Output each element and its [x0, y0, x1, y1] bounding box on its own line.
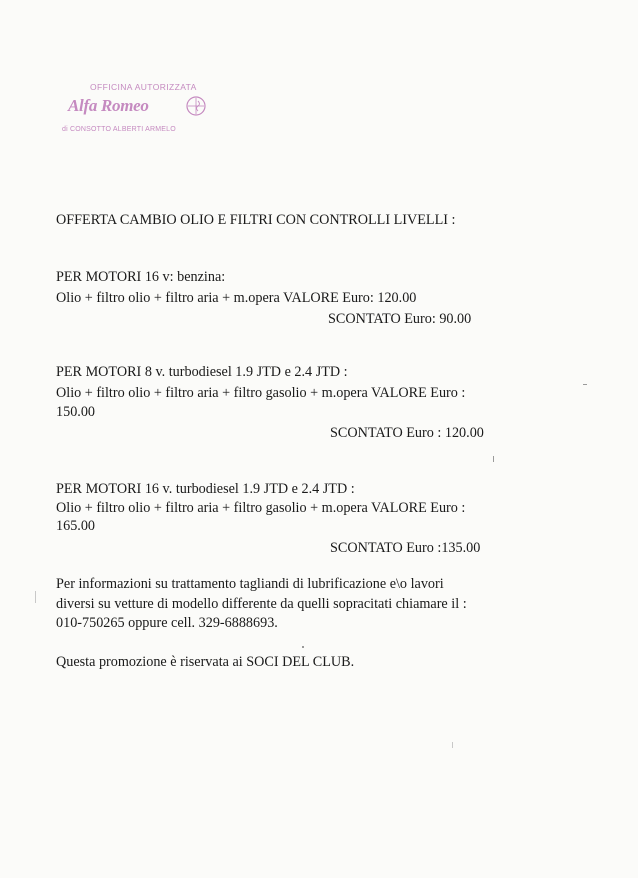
info-line-1: Per informazioni su trattamento tagliandi di lubrificazione e\o lavori: [56, 576, 444, 592]
offer-2-discount: SCONTATO Euro : 120.00: [330, 425, 484, 441]
scan-speck: [493, 456, 494, 462]
offer-1-header: PER MOTORI 16 v: benzina:: [56, 269, 226, 285]
offer-3-header: PER MOTORI 16 v. turbodiesel 1.9 JTD e 2.4 JTD :: [56, 481, 355, 497]
info-line-3: 010-750265 oppure cell. 329-6888693.: [56, 615, 278, 631]
letterhead-stamp: [62, 78, 222, 144]
scan-speck: [302, 646, 304, 648]
scan-speck: [583, 384, 587, 385]
offer-title: OFFERTA CAMBIO OLIO E FILTRI CON CONTROLLI LIVELLI :: [56, 212, 456, 228]
alfa-romeo-badge-icon: [186, 96, 206, 116]
offer-2-line: Olio + filtro olio + filtro aria + filtro gasolio + m.opera VALORE Euro :: [56, 385, 466, 401]
offer-3-line-cont: 165.00: [56, 518, 96, 534]
letterhead-top-text: OFFICINA AUTORIZZATA: [90, 82, 197, 92]
letterhead-bottom-text: di CONSOTTO ALBERTI ARMELO: [62, 126, 176, 133]
scan-speck: [452, 742, 453, 748]
offer-3-discount: SCONTATO Euro :135.00: [330, 540, 481, 556]
info-line-2: diversi su vetture di modello differente da quelli sopracitati chiamare il :: [56, 596, 467, 612]
club-note: Questa promozione è riservata ai SOCI DEL CLUB.: [56, 654, 355, 670]
letterhead-brand: Alfa Romeo: [68, 96, 149, 115]
offer-2-header: PER MOTORI 8 v. turbodiesel 1.9 JTD e 2.4 JTD :: [56, 364, 348, 380]
offer-3-line: Olio + filtro olio + filtro aria + filtro gasolio + m.opera VALORE Euro :: [56, 500, 466, 516]
scan-speck: [35, 591, 36, 603]
offer-1-line: Olio + filtro olio + filtro aria + m.opera VALORE Euro: 120.00: [56, 290, 417, 306]
offer-1-discount: SCONTATO Euro: 90.00: [328, 311, 472, 327]
offer-2-line-cont: 150.00: [56, 404, 96, 420]
